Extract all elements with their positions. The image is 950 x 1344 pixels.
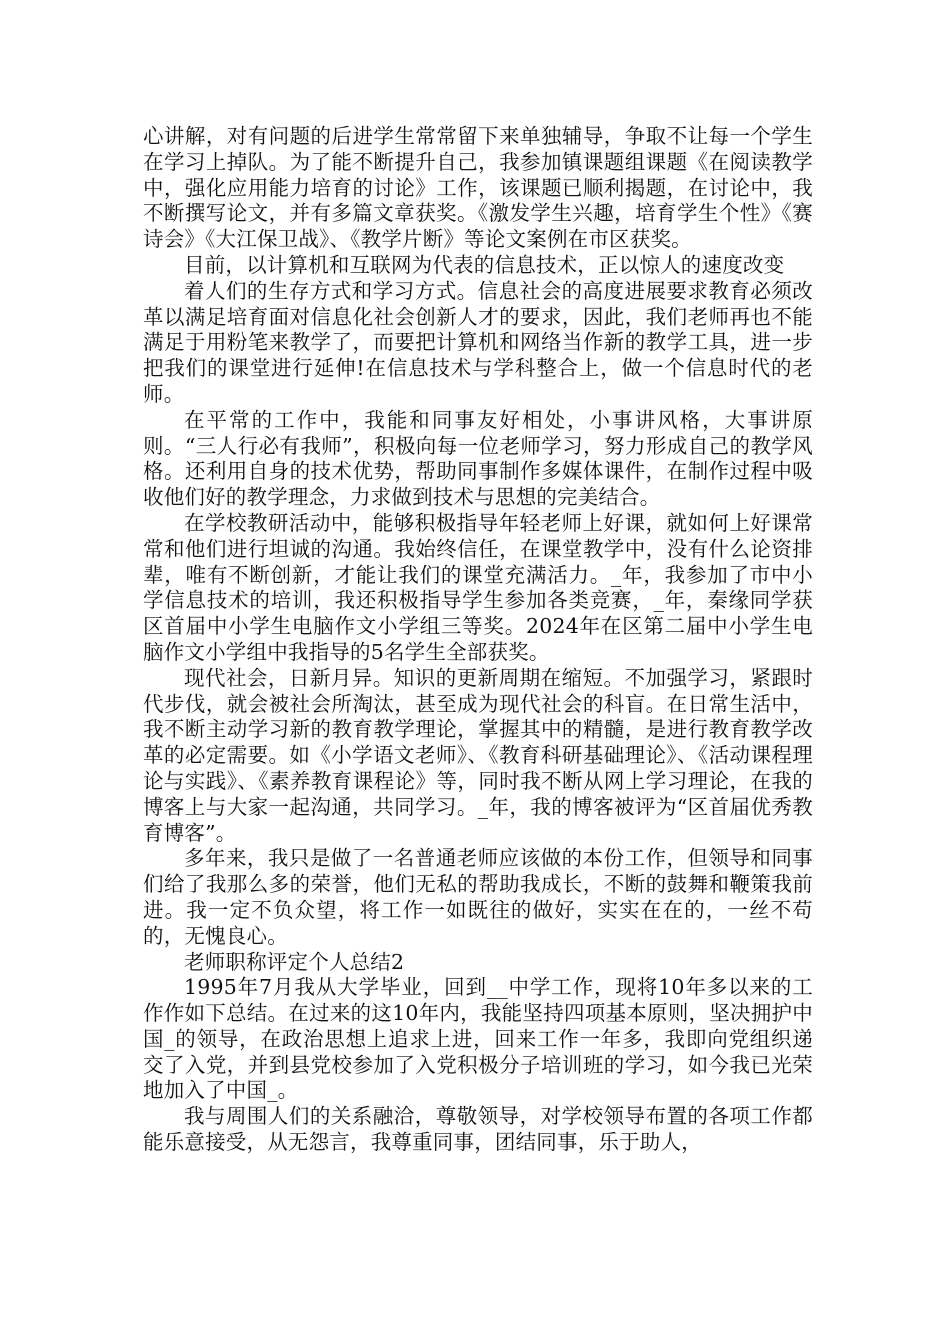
paragraph: 1995年7月我从大学毕业，回到__中学工作，现将10年多以来的工作作如下总结。在过来的这10年内，我能坚持四项基本原则，坚决拥护中国_的领导，在政治思想上追求上进，回来工作一年多，我即向党组织递交了入党，并到县党校参加了入党积极分子培训班的学习，如今我已光荣地加入了中国_。 (143, 975, 813, 1103)
paragraph: 着人们的生存方式和学习方式。信息社会的高度进展要求教育必须改革以满足培育面对信息化社会创新人才的要求，因此，我们老师再也不能满足于用粉笔来教学了，而要把计算机和网络当作新的教学工具，进一步把我们的课堂进行延伸!在信息技术与学科整合上，做一个信息时代的老师。 (143, 278, 813, 406)
paragraph: 在平常的工作中，我能和同事友好相处，小事讲风格，大事讲原则。“三人行必有我师”，积极向每一位老师学习，努力形成自己的教学风格。还利用自身的技术优势，帮助同事制作多媒体课件，在制作过程中吸收他们好的教学理念，力求做到技术与思想的完美结合。 (143, 407, 813, 510)
paragraph: 现代社会，日新月异。知识的更新周期在缩短。不加强学习，紧跟时代步伐，就会被社会所淘汰，甚至成为现代社会的科盲。在日常生活中，我不断主动学习新的教育教学理论，掌握其中的精髓，是进行教育教学改革的必定需要。如《小学语文老师》、《教育科研基础理论》、《活动课程理论与实践》、《素养教育课程论》等，同时我不断从网上学习理论，在我的博客上与大家一起沟通，共同学习。_年，我的博客被评为“区首届优秀教育博客”。 (143, 665, 813, 845)
paragraph: 多年来，我只是做了一名普通老师应该做的本份工作，但领导和同事们给了我那么多的荣誉，他们无私的帮助我成长，不断的鼓舞和鞭策我前进。我一定不负众望，将工作一如既往的做好，实实在在的，一丝不苟的，无愧良心。 (143, 846, 813, 948)
paragraph: 在学校教研活动中，能够积极指导年轻老师上好课，就如何上好课常常和他们进行坦诚的沟通。我始终信任，在课堂教学中，没有什么论资排辈，唯有不断创新，才能让我们的课堂充满活力。_年，我参加了市中小学信息技术的培训，我还积极指导学生参加各类竞赛，_年，秦缘同学获区首届中小学生电脑作文小学组三等奖。2024年在区第二届中小学生电脑作文小学组中我指导的5名学生全部获奖。 (143, 510, 813, 664)
paragraph: 我与周围人们的关系融洽，尊敬领导，对学校领导布置的各项工作都能乐意接受，从无怨言，我尊重同事，团结同事，乐于助人， (143, 1104, 813, 1155)
paragraph: 心讲解，对有问题的后进学生常常留下来单独辅导，争取不让每一个学生在学习上掉队。为了能不断提升自己，我参加镇课题组课题《在阅读教学中，强化应用能力培育的讨论》工作，该课题已顺利揭题，在讨论中，我不断撰写论文，并有多篇文章获奖。《激发学生兴趣，培育学生个性》《赛诗会》《大江保卫战》、《教学片断》等论文案例在市区获奖。 (143, 124, 813, 252)
paragraph: 目前，以计算机和互联网为代表的信息技术，正以惊人的速度改变 (184, 252, 785, 277)
section-heading: 老师职称评定个人总结2 (184, 949, 405, 974)
document-body (143, 124, 813, 1156)
